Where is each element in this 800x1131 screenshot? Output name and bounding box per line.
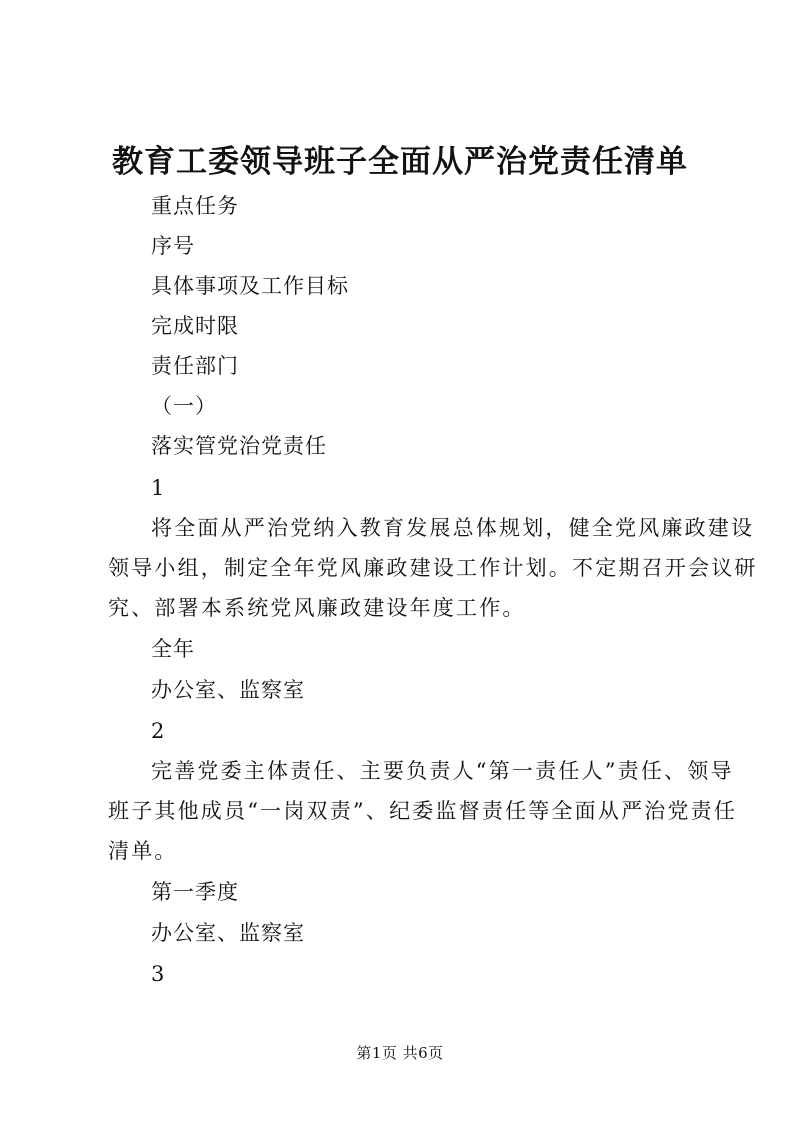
item-description-line: 将全面从严治党纳入教育发展总体规划，健全党风廉政建设 bbox=[151, 516, 755, 540]
item-deadline: 全年 bbox=[151, 637, 195, 661]
item-number: 2 bbox=[151, 719, 166, 743]
item-description bbox=[108, 508, 758, 628]
header-deadline: 完成时限 bbox=[151, 314, 239, 338]
section-name: 落实管党治党责任 bbox=[151, 434, 327, 458]
header-key-task: 重点任务 bbox=[151, 194, 239, 218]
item-description bbox=[108, 751, 738, 871]
header-department: 责任部门 bbox=[151, 354, 239, 378]
header-serial-no: 序号 bbox=[151, 234, 195, 258]
item-description-line: 究、部署本系统党风廉政建设年度工作。 bbox=[108, 596, 526, 620]
page-footer: 第1页 共6页 bbox=[356, 1044, 444, 1062]
item-description-line: 领导小组，制定全年党风廉政建设工作计划。不定期召开会议研 bbox=[108, 556, 758, 580]
item-department: 办公室、监察室 bbox=[151, 678, 305, 702]
item-number: 3 bbox=[151, 962, 166, 986]
item-description-line: 班子其他成员“一岗双责”、纪委监督责任等全面从严治党责任 bbox=[108, 799, 738, 823]
header-items-goals: 具体事项及工作目标 bbox=[151, 274, 349, 298]
item-deadline: 第一季度 bbox=[151, 880, 239, 904]
item-description-line: 清单。 bbox=[108, 839, 178, 863]
item-department: 办公室、监察室 bbox=[151, 921, 305, 945]
item-number: 1 bbox=[151, 476, 166, 500]
section-number: （一） bbox=[151, 394, 217, 418]
item-description-line: 完善党委主体责任、主要负责人“第一责任人”责任、领导 bbox=[151, 759, 734, 783]
document-title: 教育工委领导班子全面从严治党责任清单 bbox=[112, 144, 688, 180]
